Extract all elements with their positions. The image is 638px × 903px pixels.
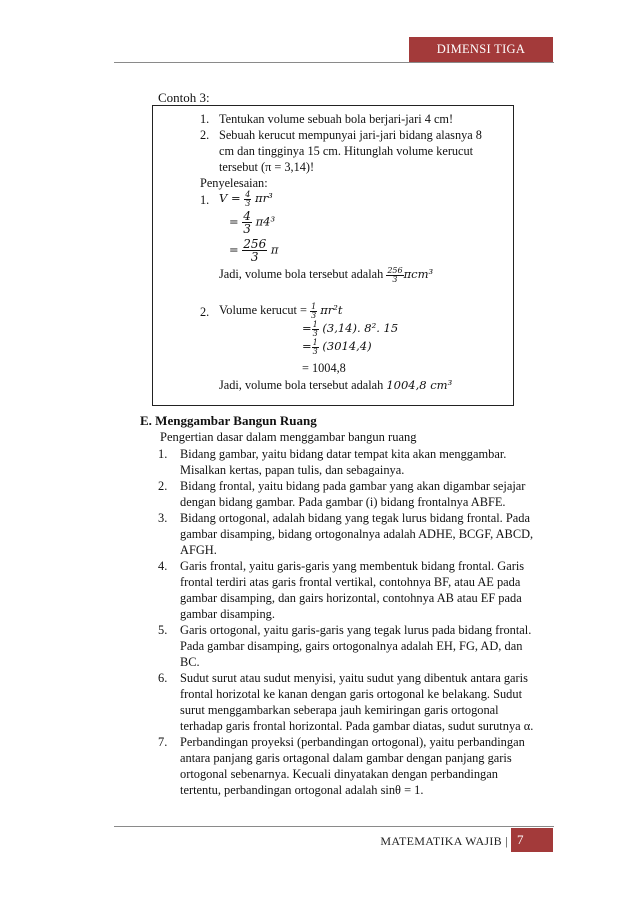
page-number: 7 — [511, 828, 553, 852]
solution-1-conclusion: Jadi, volume bola tersebut adalah $\frac{256}{3}$ πcm³ — [219, 265, 434, 284]
list-item: 3. Bidang ortogonal, adalah bidang yang tegak lurus bidang frontal. Pada gambar disamping, bidang ortogonalnya adalah ADHE, BCGF, ABCD, AFGH. — [158, 511, 534, 557]
fraction-256-thirds: $\frac{256}{3}$ — [387, 265, 403, 284]
solution-2-line-3: = $\frac{1}{3}$ (3014,4) — [302, 337, 372, 356]
list-item: 2. Bidang frontal, yaitu bidang pada gambar yang akan digambar sejajar dengan bidang gambar. Pada gambar (i) bidang frontalnya ABFE. — [158, 479, 526, 509]
list-item: 4. Garis frontal, yaitu garis-garis yang membentuk bidang frontal. Garis frontal terdiri atas garis frontal vertikal, contohnya BF, atau AE pada gambar disamping, dan gairs horizontal, contohnya AB atau EF pada gambar disamping. — [158, 559, 525, 621]
solution-2-line-4: = 1004,8 — [302, 361, 346, 375]
fraction-one-third: $\frac{1}{3}$ — [312, 319, 318, 338]
pi-symbol: π — [270, 242, 279, 257]
fraction-4-over-3: $\frac{4}{3}$ — [243, 209, 251, 236]
example-title: Contoh 3: — [158, 90, 210, 105]
footer-subject: MATEMATIKA WAJIB | — [380, 834, 508, 848]
solution-1-number: 1. — [200, 193, 210, 207]
cone-formula: πr²t — [320, 303, 343, 317]
solution-2-number: 2. — [200, 305, 210, 319]
volume-formula: πr³ — [255, 191, 273, 205]
final-result: 1004,8 cm³ — [386, 378, 453, 392]
header-rule — [114, 62, 554, 63]
substitution: (3,14). 8². 15 — [322, 321, 399, 335]
list-item: 1. Bidang gambar, yaitu bidang datar tempat kita akan menggambar. Misalkan kertas, papan tulis, dan sebagainya. — [158, 447, 507, 477]
question-1-number: 1. — [200, 112, 210, 126]
question-1-text: Tentukan volume sebuah bola berjari-jari 4 cm! — [219, 112, 454, 126]
header-title: DIMENSI TIGA — [409, 37, 553, 62]
solution-1-line-1 — [219, 190, 273, 208]
solution-label: Penyelesaian: — [200, 176, 268, 190]
list-item: 7. Perbandingan proyeksi (perbandingan ortogonal), yaitu perbandingan antara panjang garis ortagonal dalam gambar dengan panjang garis ortogonal sebenarnya. Kecuali dinyatakan dengan perbandingan tertentu, perbandingan ortogonal adalah sinθ = 1. — [158, 735, 525, 797]
question-2-number: 2. — [200, 128, 210, 142]
solution-2-line-1 — [219, 302, 343, 320]
question-1 — [200, 111, 209, 127]
question-2-line-1: Sebuah kerucut mempunyai jari-jari bidang alasnya 8 — [219, 128, 482, 142]
solution-2-conclusion: Jadi, volume bola tersebut adalah 1004,8 cm³ — [219, 378, 453, 392]
section-title: E. Menggambar Bangun Ruang — [140, 413, 317, 428]
volume-lhs: V = — [219, 191, 241, 205]
solution-2-line-2: = $\frac{1}{3}$ (3,14). 8². 15 — [302, 319, 399, 338]
fraction-one-third: $\frac{1}{3}$ — [311, 301, 317, 320]
intermediate-result: (3014,4) — [322, 339, 372, 353]
pi-4-cubed: π4³ — [255, 214, 276, 229]
fraction-four-thirds: $\frac{4}{3}$ — [245, 189, 251, 208]
solution-1-line-2: = $\frac{4}{3}$ π4³ — [229, 209, 276, 236]
question-2-line-3: tersebut (π = 3,14)! — [219, 160, 315, 174]
question-2-line-2: cm dan tingginya 15 cm. Hitunglah volume kerucut — [219, 144, 474, 158]
result-unit: πcm³ — [403, 267, 434, 281]
fraction-256-over-3: $\frac{256}{3}$ — [243, 237, 267, 264]
footer-rule — [114, 826, 554, 827]
definition-list — [158, 446, 540, 798]
cone-volume-lhs: Volume kerucut = — [219, 303, 307, 317]
list-item: 6. Sudut surut atau sudut menyisi, yaitu sudut yang dibentuk antara garis frontal horizotal ke kanan dengan garis ortogonal ke belakang. Sudut surut menggambarkan seberapa jauh kemiringan garis ortogonal terhadap garis frontal horizontal. Pada gambar diatas, sudut surutnya α. — [158, 671, 534, 733]
solution-1-line-3: = $\frac{256}{3}$ π — [229, 237, 279, 264]
section-intro: Pengertian dasar dalam menggambar bangun ruang — [160, 430, 417, 444]
list-item: 5. Garis ortogonal, yaitu garis-garis yang tegak lurus pada bidang frontal. Pada gambar disamping, gairs ortogonalnya adalah EH, FG, AD, dan BC. — [158, 623, 532, 669]
fraction-one-third: $\frac{1}{3}$ — [312, 337, 318, 356]
